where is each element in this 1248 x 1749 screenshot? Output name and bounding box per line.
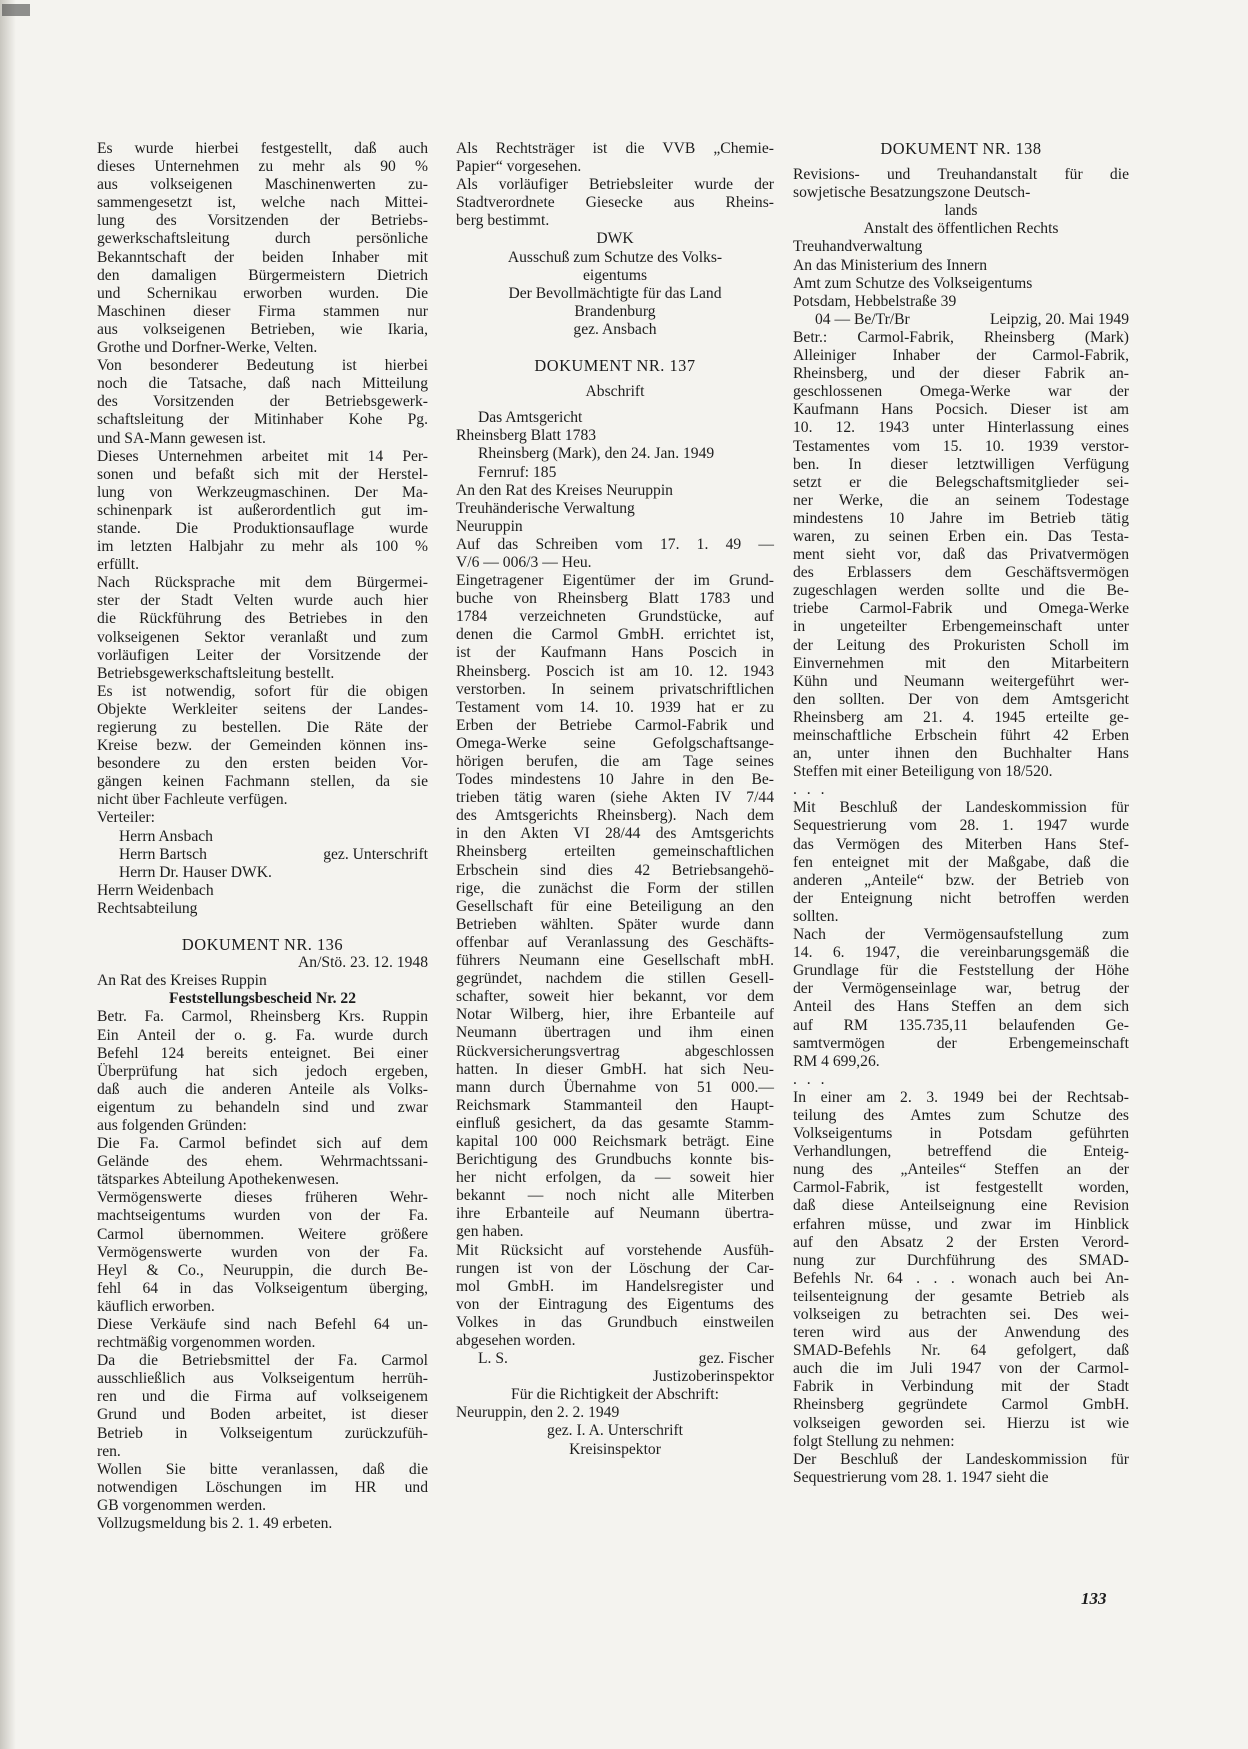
text-line: notwendigen Löschungen im HR und: [97, 1478, 428, 1496]
paragraph: [456, 176, 774, 230]
text-line: volkseigen geworden sei. Hierzu ist wie: [793, 1414, 1129, 1432]
paragraph: [793, 1089, 1129, 1451]
text-line: Anteil des Hans Steffen an dem sich: [793, 998, 1129, 1016]
text-line: auf RM 135.735,11 belaufenden Ge-: [793, 1016, 1129, 1034]
line-left-text: 04 — Be/Tr/Br: [815, 310, 910, 328]
text-line: gegründet, nachdem die stillen Gesell-: [456, 970, 774, 988]
text-line: an, unter ihnen den Buchhalter Hans: [793, 745, 1129, 763]
text-line: Verhandlungen, betreffend die Enteig-: [793, 1143, 1129, 1161]
column-left: [97, 140, 428, 1533]
text-line: Die Fa. Carmol befindet sich auf dem: [97, 1135, 428, 1153]
text-line: 1784 verzeichneten Grundstücke, auf: [456, 608, 774, 626]
paragraph: [97, 574, 428, 683]
text-line: lung des Vorsitzenden der Betriebs-: [97, 212, 428, 230]
text-line: meinschaftliche Erbschein führt 42 Erben: [793, 727, 1129, 744]
text-line: geschlossenen Omega-Werke war der: [793, 383, 1129, 401]
text-line: Notar Wilberg, hier, ihre Erbanteile auf: [456, 1006, 774, 1024]
text-line-pair: [456, 1350, 774, 1368]
text-line: daß auch die anderen Anteile als Volks-: [97, 1080, 428, 1098]
text-line: sonen und befaßt sich mit der Herstel-: [97, 465, 428, 483]
decision-title: Feststellungsbescheid Nr. 22: [169, 990, 356, 1008]
text-line: Kaufmann Hans Pocsich. Dieser ist am: [793, 401, 1129, 419]
text-line: aus volkseigenen Betrieben, wie Ikaria,: [97, 320, 428, 338]
text-line: stande. Die Produktionsauflage wurde: [97, 519, 428, 537]
document-heading: DOKUMENT NR. 138: [880, 139, 1042, 158]
text-line: Als vorläufiger Betriebsleiter wurde der: [456, 176, 774, 194]
text-line: von der Eintragung des Eigentums des: [456, 1295, 774, 1313]
text-line: Grundlage für die Feststellung der Höhe: [793, 962, 1129, 980]
text-line: RM 4 699,26.: [793, 1052, 880, 1070]
text-line: Rheinsberg am 21. 4. 1945 erteilte ge-: [793, 708, 1129, 726]
text-line: erfahren müsse, und zwar im Hinblick: [793, 1215, 1129, 1233]
text-line: setzt er die Belegschaftsmitglieder sei-: [793, 473, 1129, 491]
text-line: Revisions- und Treuhandanstalt für die: [793, 166, 1129, 184]
text-line: in den Akten VI 28/44 des Amtsgerichts: [456, 825, 774, 843]
centered-line: Kreisinspektor: [569, 1440, 661, 1458]
text-line: Überprüfung hat sich jedoch ergeben,: [97, 1062, 428, 1080]
text-line: Sequestrierung vom 28. 1. 1947 wurde: [793, 817, 1129, 835]
text-line: waren, zu seinen Erben ein. Das Testa-: [793, 527, 1129, 545]
text-line: regierung zu bestellen. Die Räte der: [97, 719, 428, 736]
text-line: Gesellschaft für eine Beteiligung an den: [456, 897, 774, 915]
text-line: fen enteignet mit der Maßgabe, daß die: [793, 853, 1129, 871]
text-line: Kühn und Neumann weitergeführt wer-: [793, 672, 1129, 690]
text-line: gängen keinen Fachmann stellen, da sie: [97, 773, 428, 791]
column-middle: [456, 140, 774, 1459]
text-line: hatten. In dieser GmbH. hat sich Neu-: [456, 1060, 774, 1078]
text-line: Erbschein sind dies 42 Betriebsangehö-: [456, 861, 774, 879]
paragraph: [97, 1352, 428, 1461]
text-line: offenbar auf Veranlassung des Geschäfts-: [456, 933, 774, 951]
text-line: Papier“ vorgesehen.: [456, 158, 582, 176]
text-line: Volkes in das Grundbuch einstweilen: [456, 1313, 774, 1331]
text-line: mindestens 10 Jahre im Betrieb tätig: [793, 509, 1129, 527]
text-line: Vermögenswerte dieses früheren Wehr-: [97, 1189, 428, 1207]
text-line: abgesehen worden.: [456, 1332, 576, 1349]
text-line: mol GmbH. im Handelsregister und: [456, 1277, 774, 1295]
paragraph: [793, 1451, 1129, 1487]
text-line: sowjetische Besatzungszone Deutsch-: [793, 184, 1031, 202]
paragraph: [456, 536, 774, 572]
text-line: Rheinsberg gegründete Carmol GmbH.: [793, 1396, 1129, 1414]
text-line: Potsdam, Hebbelstraße 39: [793, 292, 957, 310]
text-line: Betrieb in Volkseigentum zurückzufüh-: [97, 1424, 428, 1442]
text-line: der Vermögenseinlage war, betrug der: [793, 980, 1129, 998]
text-line: Rheinsberg erteilten gemeinschaftlichen: [456, 843, 774, 861]
right-aligned-line: An/Stö. 23. 12. 1948: [298, 954, 428, 972]
text-line-pair: [793, 311, 1129, 329]
text-line: teren wird aus der Anwendung des: [793, 1324, 1129, 1342]
text-line: nung des „Anteiles“ Steffen an der: [793, 1161, 1129, 1179]
paragraph: [97, 1189, 428, 1316]
text-line: Auf das Schreiben vom 17. 1. 49 —: [456, 535, 774, 553]
text-line: vorläufigen Leiter der Vorsitzende der: [97, 646, 428, 664]
page-number: 133: [1081, 1589, 1107, 1608]
text-line: ren.: [97, 1442, 121, 1460]
text-line: Betr.: Carmol-Fabrik, Rheinsberg (Mark): [793, 328, 1129, 346]
text-line: Rheinsberg, und der dieser Fabrik an-: [793, 365, 1129, 383]
text-line: Neuruppin: [456, 517, 523, 535]
centered-line: Für die Richtigkeit der Abschrift:: [511, 1386, 719, 1404]
text-line: Fernruf: 185: [478, 463, 557, 481]
text-line: auf den Absatz 2 der Ersten Verord-: [793, 1233, 1129, 1251]
text-line: einfluß gesichert, da das gesamte Stamm-: [456, 1114, 774, 1132]
text-line: teilung des Amtes zum Schutze des: [793, 1106, 1129, 1124]
paragraph: [97, 140, 428, 357]
text-line: Kreise bezw. der Gemeinden können ins-: [97, 737, 428, 755]
text-line: Erben der Betriebe Carmol-Fabrik und: [456, 716, 774, 734]
line-right-text: Leipzig, 20. Mai 1949: [989, 310, 1129, 328]
text-line: samtvermögen der Erbengemeinschaft: [793, 1034, 1129, 1052]
text-line: ren und die Firma auf volkseigenem: [97, 1388, 428, 1406]
text-line: triebe Carmol-Fabrik und Omega-Werke: [793, 600, 1129, 618]
text-line: Mit Rücksicht auf vorstehende Ausfüh-: [456, 1241, 774, 1259]
text-line: Betrieben wählten. Später wurde dann: [456, 915, 774, 933]
text-line: des Vorsitzenden der Betriebsgewerk-: [97, 393, 428, 411]
text-line: kapital 100 000 Reichsmark beträgt. Eine: [456, 1132, 774, 1150]
text-line: Heyl & Co., Neuruppin, die durch Be-: [97, 1261, 428, 1279]
text-line: aus folgenden Gründen:: [97, 1116, 247, 1134]
text-line: ster der Stadt Velten wurde auch hier: [97, 592, 428, 610]
paragraph: [793, 329, 1129, 781]
text-line: Herrn Weidenbach: [97, 881, 214, 899]
text-line: Ein Anteil der o. g. Fa. wurde durch: [97, 1026, 428, 1044]
paragraph: [97, 1316, 428, 1352]
text-line: Treuhandverwaltung: [793, 238, 923, 256]
text-line: verstorben. In seinem privatschriftlichen: [456, 680, 774, 698]
text-line: Eingetragener Eigentümer der im Grund-: [456, 572, 774, 590]
line-left-text: Herrn Bartsch: [119, 845, 207, 863]
text-line: fehl 64 in das Volkseigentum überging,: [97, 1279, 428, 1297]
text-line: dieses Unternehmen zu mehr als 90 %: [97, 158, 428, 176]
text-line: des Erblassers dem Geschäftsvermögen: [793, 564, 1129, 582]
text-line: ist der Kaufmann Hans Poscich in: [456, 644, 774, 662]
paragraph: [456, 140, 774, 176]
text-line: 10. 12. 1943 unter Hinterlassung eines: [793, 419, 1129, 437]
centered-line: DWK: [596, 230, 634, 248]
text-line: tätsparkes Abteilung Apothekenwesen.: [97, 1171, 340, 1189]
paragraph: [793, 799, 1129, 926]
text-line: das Vermögen des Miterben Hans Stef-: [793, 835, 1129, 853]
text-line: ausschließlich aus Volkseigentum herrüh-: [97, 1370, 428, 1388]
text-line: Betriebsgewerkschaftsleitung bestellt.: [97, 664, 335, 682]
paragraph: [456, 572, 774, 1241]
text-line: trieben tätig waren (siehe Akten IV 7/44: [456, 789, 774, 807]
text-line: Rheinsberg (Mark), den 24. Jan. 1949: [478, 445, 715, 463]
text-line: ihre Erbanteile auf Neumann übertra-: [456, 1205, 774, 1223]
text-line: volkseigenen Sektor veranlaßt und zum: [97, 628, 428, 646]
text-line: Grund und Boden arbeitet, ist dieser: [97, 1406, 428, 1424]
text-line: teilsenteignung der gesamte Betrieb als: [793, 1287, 1129, 1305]
line-left-text: L. S.: [478, 1350, 508, 1368]
text-line: besondere zu den ersten beiden Vor-: [97, 755, 428, 773]
text-line: sollten.: [793, 907, 839, 925]
centered-line: Abschrift: [585, 383, 645, 401]
text-line: denen die Carmol GmbH. errichtet ist,: [456, 626, 774, 644]
right-aligned-line: Justizoberinspektor: [652, 1368, 774, 1386]
text-line: Fabrik in Verbindung mit der Stadt: [793, 1378, 1129, 1396]
text-line: Grothe und Dorfner-Werke, Velten.: [97, 339, 318, 357]
text-line: rechtmäßig vorgenommen worden.: [97, 1334, 316, 1352]
text-line: Reichsmark Stammanteil den Haupt-: [456, 1096, 774, 1114]
text-line: machtseigentums wurden von der Fa.: [97, 1207, 428, 1225]
text-line: Das Amtsgericht: [478, 409, 583, 427]
text-line: gen haben.: [456, 1223, 524, 1241]
text-line: in ungeteilter Erbengemeinschaft unter: [793, 618, 1129, 636]
paragraph: [793, 926, 1129, 1071]
paragraph: [97, 448, 428, 575]
text-line: 14. 6. 1947, die vereinbarungsgemäß die: [793, 944, 1129, 962]
text-line: Nach Rücksprache mit dem Bürgermei-: [97, 574, 428, 592]
text-line: Treuhänderische Verwaltung: [456, 499, 635, 517]
line-right-text: gez. Fischer: [698, 1350, 774, 1368]
text-line: die Rückführung des Betriebes in den: [97, 610, 428, 628]
text-line: GB vorgenommen werden.: [97, 1496, 267, 1514]
text-line: erfüllt.: [97, 556, 139, 574]
text-line: Herrn Dr. Hauser DWK.: [119, 863, 272, 881]
ellipsis-separator: . . .: [793, 781, 828, 799]
spacer: [456, 401, 774, 409]
text-line: auch die im Juli 1947 von der Carmol-: [793, 1360, 1129, 1378]
paragraph: [97, 1461, 428, 1515]
text-line: bekannt — noch nicht alle Miterben: [456, 1187, 774, 1205]
text-line: Objekte Werkleiter seitens der Landes-: [97, 700, 428, 718]
text-line: mann durch Übernahme von 51 000.—: [456, 1078, 774, 1096]
text-line: Neuruppin, den 2. 2. 1949: [456, 1404, 620, 1422]
text-line: Befehl 124 bereits enteignet. Bei einer: [97, 1044, 428, 1062]
text-line: volkseigen zu betrachten sei. Des wei-: [793, 1306, 1129, 1323]
text-line: In einer am 2. 3. 1949 bei der Rechtsab-: [793, 1088, 1129, 1106]
centered-line: Brandenburg: [574, 302, 656, 320]
text-line: ner Werke, die an seinem Todestage: [793, 491, 1129, 509]
scan-ink-mark: [2, 4, 30, 16]
text-line: An den Rat des Kreises Neuruppin: [456, 481, 673, 499]
text-line: ben. In dieser letztwilligen Verfügung: [793, 455, 1129, 473]
centered-line: gez. Ansbach: [573, 320, 657, 338]
text-line: Vermögenswerte wurden von der Fa.: [97, 1243, 428, 1261]
text-line: der Leitung des Prokuristen Scholl im: [793, 636, 1129, 654]
text-line: Von besonderer Bedeutung ist hierbei: [97, 357, 428, 375]
text-line: führers Neumann eine Gesellschaft mbH.: [456, 952, 774, 970]
text-line: Als Rechtsträger ist die VVB „Chemie-: [456, 140, 774, 157]
text-line: und Schernikau erworben wurden. Die: [97, 284, 428, 302]
text-line: Bekanntschaft der beiden Inhaber mit: [97, 248, 428, 266]
text-line: Amt zum Schutze des Volkseigentums: [793, 274, 1033, 292]
centered-line: Der Bevollmächtigte für das Land: [508, 284, 722, 302]
text-line: anderen „Anteile“ bzw. der Betrieb von: [793, 871, 1129, 889]
text-line: zugeschlagen werden sollte und die Be-: [793, 582, 1129, 600]
text-line: lung von Werkzeugmaschinen. Der Ma-: [97, 483, 428, 501]
scan-edge-shadow: [0, 0, 16, 1749]
text-line: berg bestimmt.: [456, 212, 550, 230]
text-line: Testament vom 14. 10. 1939 hat er zu: [456, 698, 774, 716]
centered-line: eigentums: [582, 266, 648, 284]
spacer: [793, 158, 1129, 166]
text-line: der Enteignung nicht betroffen werden: [793, 889, 1129, 907]
text-line: Es wurde hierbei festgestellt, daß auch: [97, 140, 428, 157]
text-line: Rückversicherungsvertrag abgeschlossen: [456, 1042, 774, 1060]
text-line: rige, die zunächst die Form der stillen: [456, 879, 774, 897]
text-line: Stadtverordnete Giesecke aus Rheins-: [456, 194, 774, 212]
text-line: den damaligen Bürgermeistern Dietrich: [97, 266, 428, 284]
text-line: daß diese Anteilseignung eine Revision: [793, 1197, 1129, 1215]
line-right-text: gez. Unterschrift: [323, 845, 428, 863]
text-line: Alleiniger Inhaber der Carmol-Fabrik,: [793, 347, 1129, 365]
text-line-pair: [97, 846, 428, 864]
centered-line: gez. I. A. Unterschrift: [547, 1422, 683, 1440]
text-line: des Amtsgerichts Rheinsberg). Nach dem: [456, 807, 774, 825]
paragraph: [97, 1135, 428, 1189]
centered-line: lands: [944, 202, 978, 220]
text-line: folgt Stellung zu nehmen:: [793, 1432, 955, 1450]
ellipsis-separator: . . .: [793, 1070, 828, 1088]
text-line: SMAD-Befehls Nr. 64 gefolgert, daß: [793, 1342, 1129, 1360]
paragraph: [97, 1008, 428, 1135]
text-line: An Rat des Kreises Ruppin: [97, 972, 267, 990]
text-line: Omega-Werke seine Gefolgschaftsange-: [456, 734, 774, 752]
spacer: [97, 918, 428, 936]
text-line: Testamentes vom 15. 10. 1939 verstor-: [793, 437, 1129, 455]
text-line: Da die Betriebsmittel der Fa. Carmol: [97, 1352, 428, 1370]
text-line: Dieses Unternehmen arbeitet mit 14 Per-: [97, 447, 428, 465]
text-line: Rechtsabteilung: [97, 899, 198, 917]
text-line: Steffen mit einer Beteiligung von 18/520.: [793, 763, 1053, 781]
text-line: Rheinsberg. Poscich ist am 10. 12. 1943: [456, 662, 774, 680]
spacer: [456, 375, 774, 383]
text-line: Verteiler:: [97, 809, 156, 827]
text-line: Sequestrierung vom 28. 1. 1947 sieht die: [793, 1468, 1049, 1486]
paragraph: [97, 357, 428, 447]
text-line: rungen ist von der Löschung der Car-: [456, 1259, 774, 1277]
column-right: [793, 140, 1129, 1487]
text-line: Gelände des ehem. Wehrmachtssani-: [97, 1153, 428, 1171]
text-line: Mit Beschluß der Landeskommission für: [793, 799, 1129, 817]
text-line: Einvernehmen mit den Mitarbeitern: [793, 654, 1129, 672]
text-line: gewerkschaftsleitung durch persönliche: [97, 230, 428, 248]
text-line: Diese Verkäufe sind nach Befehl 64 un-: [97, 1316, 428, 1333]
text-line: Maschinen dieser Firma stammen nur: [97, 302, 428, 320]
text-line: schinenpark ist außerordentlich gut im-: [97, 501, 428, 519]
text-line: Betr. Fa. Carmol, Rheinsberg Krs. Ruppin: [97, 1008, 428, 1026]
text-line: Befehls Nr. 64 . . . wonach auch bei An-: [793, 1269, 1129, 1287]
text-line: schaftsleitung der Mitinhaber Kohe Pg.: [97, 411, 428, 429]
text-line: her nicht erfolgen, da — soweit hier: [456, 1169, 774, 1187]
document-heading: DOKUMENT NR. 136: [181, 935, 344, 955]
text-line: Carmol-Fabrik, ist festgestellt worden,: [793, 1179, 1129, 1197]
text-line: eigentum zu behandeln sind und zwar: [97, 1098, 428, 1116]
text-line: Herrn Ansbach: [119, 827, 213, 845]
text-line: nung zur Durchführung des SMAD-: [793, 1251, 1129, 1269]
text-line: im letzten Halbjahr zu mehr als 100 %: [97, 538, 428, 556]
text-line: schafter, soweit hier bekannt, vor dem: [456, 988, 774, 1006]
text-line: den sollten. Der von dem Amtsgericht: [793, 690, 1129, 708]
paragraph: [793, 166, 1129, 202]
text-line: V/6 — 006/3 — Heu.: [456, 553, 592, 571]
paragraph: [97, 683, 428, 810]
text-line: Wollen Sie bitte veranlassen, daß die: [97, 1460, 428, 1478]
text-line: Berichtigung des Grundbuchs konnte bis-: [456, 1151, 774, 1169]
paragraph: [456, 1242, 774, 1351]
text-line: hörigen berufen, die am Tage seines: [456, 753, 774, 770]
document-heading: DOKUMENT NR. 137: [534, 356, 696, 376]
text-line: noch die Tatsache, daß nach Mitteilung: [97, 375, 428, 393]
text-line: Der Beschluß der Landeskommission für: [793, 1450, 1129, 1468]
text-line: und SA-Mann gewesen ist.: [97, 429, 266, 447]
text-line: nicht über Fachleute verfügen.: [97, 791, 288, 809]
text-line: Rheinsberg Blatt 1783: [456, 427, 597, 445]
text-line: Todes mindestens 10 Jahre in den Be-: [456, 771, 774, 789]
text-line: aus volkseigenen Maschinenwerten zu-: [97, 176, 428, 194]
text-line: Carmol übernommen. Weitere größere: [97, 1225, 428, 1243]
text-line: Nach der Vermögensaufstellung zum: [793, 926, 1129, 944]
text-line: sammengesetzt ist, welche nach Mittei-: [97, 194, 428, 212]
text-line: buche von Rheinsberg Blatt 1783 und: [456, 590, 774, 608]
text-line: Vollzugsmeldung bis 2. 1. 49 erbeten.: [97, 1515, 333, 1533]
text-line: Neumann übertragen und ihm einen: [456, 1024, 774, 1042]
centered-line: Ausschuß zum Schutze des Volks-: [507, 248, 723, 266]
text-line: Es ist notwendig, sofort für die obigen: [97, 682, 428, 700]
text-line: Volkseigentums in Potsdam geführten: [793, 1125, 1129, 1143]
text-line: ment sieht vor, daß das Privatvermögen: [793, 546, 1129, 564]
centered-line: Anstalt des öffentlichen Rechts: [863, 220, 1059, 238]
text-line: An das Ministerium des Innern: [793, 256, 988, 274]
spacer: [456, 339, 774, 357]
text-line: käuflich erworben.: [97, 1297, 215, 1315]
